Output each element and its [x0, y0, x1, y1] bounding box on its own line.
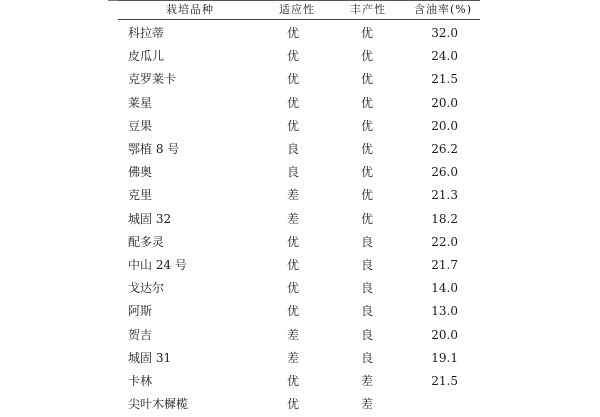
cell-oil-rate: 26.2: [431, 142, 458, 156]
cell-adaptability: 优: [286, 26, 299, 40]
header-oil-rate: 含油率(%): [413, 3, 473, 16]
cell-oil-rate: 18.2: [431, 211, 458, 226]
cell-oil-rate: 20.0: [431, 118, 458, 133]
table-row: [118, 347, 480, 370]
table-row: [118, 161, 480, 184]
cell-oil-rate: 20.0: [431, 327, 458, 342]
table-row: [118, 277, 480, 300]
cell-oil-rate: 20.0: [431, 95, 458, 110]
header-adaptability: 适应性: [279, 3, 315, 16]
cell-variety: 鄂植 8 号: [128, 142, 180, 156]
cell-variety: 阿斯: [128, 304, 153, 319]
cell-oil-rate: 21.7: [431, 258, 458, 272]
cell-adaptability: 优: [286, 118, 299, 133]
cell-variety: 科拉蒂: [128, 26, 165, 40]
table-row: [118, 22, 480, 45]
cell-variety: 佛奥: [128, 165, 153, 180]
cell-variety: 豆果: [128, 118, 153, 133]
cell-yield: 差: [360, 397, 373, 412]
cell-adaptability: 优: [286, 234, 299, 249]
cell-variety: 城固 32: [128, 211, 172, 226]
cell-oil-rate: 13.0: [431, 304, 458, 319]
cell-yield: 良: [360, 304, 373, 319]
cell-yield: 优: [360, 165, 373, 180]
cell-adaptability: 差: [286, 327, 299, 342]
cell-yield: 优: [360, 211, 373, 226]
table-row: [118, 231, 480, 254]
cell-adaptability: 良: [286, 142, 299, 156]
cell-oil-rate: 32.0: [431, 26, 458, 40]
table-corner-mark: [108, 0, 118, 1]
table-header-row: [118, 0, 480, 19]
cell-variety: 贺吉: [128, 327, 153, 342]
cell-yield: 优: [360, 95, 373, 110]
table-header-rule: [118, 19, 480, 20]
cell-variety: 克罗莱卡: [128, 72, 177, 87]
cell-adaptability: 差: [286, 350, 299, 365]
cell-adaptability: 优: [286, 49, 299, 64]
cell-yield: 良: [360, 350, 373, 365]
cell-oil-rate: 14.0: [431, 281, 458, 296]
cell-yield: 优: [360, 49, 373, 64]
cell-yield: 良: [360, 258, 373, 272]
cell-variety: 莱星: [128, 95, 153, 110]
cell-adaptability: 良: [286, 165, 299, 180]
table-row: [118, 184, 480, 207]
table-row: [118, 254, 480, 277]
cell-variety: 皮瓜儿: [128, 49, 165, 64]
cell-adaptability: 差: [286, 188, 299, 203]
table-row: [118, 115, 480, 138]
table-row: [118, 370, 480, 393]
cell-oil-rate: 21.5: [431, 72, 458, 87]
table-row: [118, 393, 480, 416]
table-row: [118, 208, 480, 231]
table-row: [118, 45, 480, 68]
cell-yield: 优: [360, 188, 373, 203]
cell-yield: 差: [360, 374, 373, 388]
cell-adaptability: 优: [286, 281, 299, 296]
table-row: [118, 92, 480, 115]
table-row: [118, 138, 480, 161]
cell-oil-rate: 21.5: [431, 374, 458, 388]
cell-variety: 配多灵: [128, 234, 165, 249]
header-yield: 丰产性: [350, 3, 386, 16]
table-row: [118, 324, 480, 347]
cell-yield: 优: [360, 142, 373, 156]
cell-oil-rate: 21.3: [431, 188, 458, 203]
cell-yield: 优: [360, 72, 373, 87]
cell-oil-rate: 19.1: [431, 350, 458, 365]
cell-oil-rate: 24.0: [431, 49, 458, 64]
header-variety: 栽培品种: [166, 3, 214, 16]
cell-variety: 戈达尔: [128, 281, 165, 296]
cell-adaptability: 优: [286, 72, 299, 87]
cell-variety: 中山 24 号: [128, 258, 187, 272]
cell-oil-rate: 22.0: [431, 234, 458, 249]
cell-oil-rate: 26.0: [431, 165, 458, 180]
table-row: [118, 300, 480, 323]
cell-yield: 优: [360, 118, 373, 133]
cell-adaptability: 优: [286, 304, 299, 319]
cell-variety: 克里: [128, 188, 153, 203]
cell-yield: 良: [360, 281, 373, 296]
cell-yield: 良: [360, 327, 373, 342]
cell-adaptability: 优: [286, 374, 299, 388]
cell-adaptability: 优: [286, 95, 299, 110]
cell-yield: 优: [360, 26, 373, 40]
table-row: [118, 68, 480, 91]
cell-variety: 城固 31: [128, 350, 172, 365]
cell-variety: 卡林: [128, 374, 153, 388]
cell-adaptability: 差: [286, 211, 299, 226]
cell-adaptability: 优: [286, 397, 299, 412]
cell-adaptability: 优: [286, 258, 299, 272]
cell-yield: 良: [360, 234, 373, 249]
cell-variety: 尖叶木樨榄: [128, 397, 189, 412]
